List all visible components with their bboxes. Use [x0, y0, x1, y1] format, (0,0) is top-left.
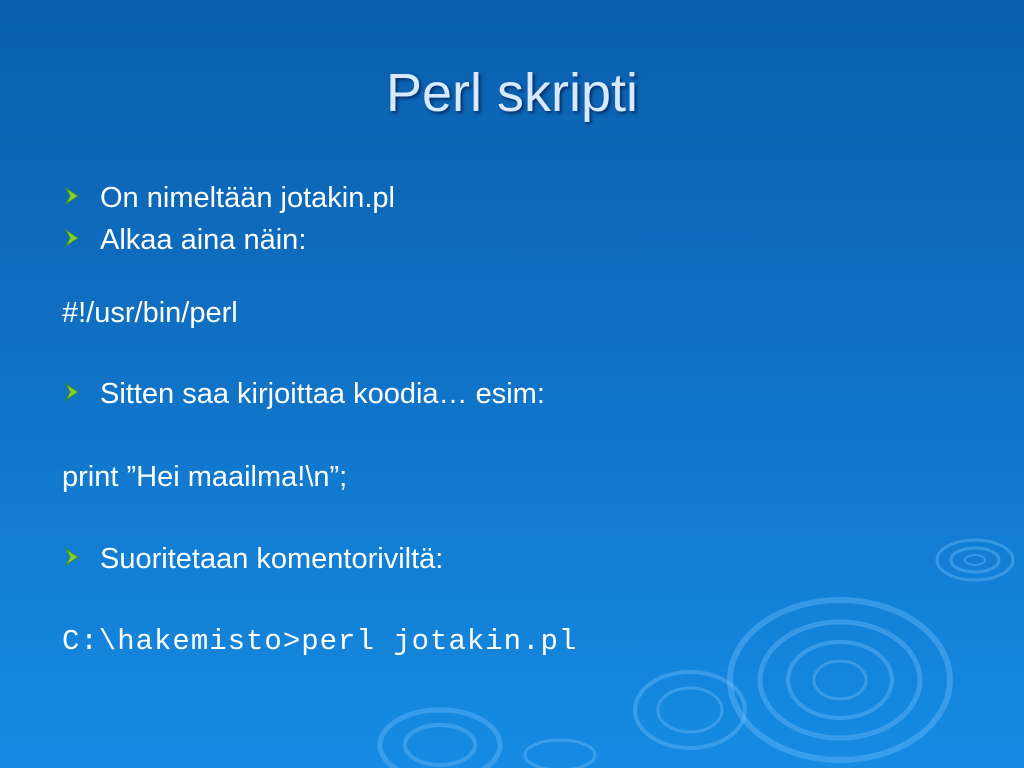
command-line: C:\hakemisto>perl jotakin.pl [62, 625, 578, 658]
bullet-text: Sitten saa kirjoittaa koodia… esim: [100, 378, 545, 410]
bullet-item [62, 543, 443, 576]
arrow-bullet-icon [62, 228, 100, 248]
arrow-bullet-icon [62, 547, 100, 567]
bullet-text: Suoritetaan komentoriviltä: [100, 543, 444, 575]
bullet-item [62, 224, 306, 257]
bullet-item [62, 182, 395, 215]
bullet-text: Alkaa aina näin: [100, 224, 307, 256]
bullet-item [62, 378, 545, 411]
arrow-bullet-icon [62, 186, 100, 206]
code-line: print ”Hei maailma!\n”; [62, 461, 348, 493]
bullet-text: On nimeltään jotakin.pl [100, 182, 395, 214]
slide-title: Perl skripti [385, 63, 639, 123]
code-line: #!/usr/bin/perl [62, 297, 238, 329]
arrow-bullet-icon [62, 382, 100, 402]
